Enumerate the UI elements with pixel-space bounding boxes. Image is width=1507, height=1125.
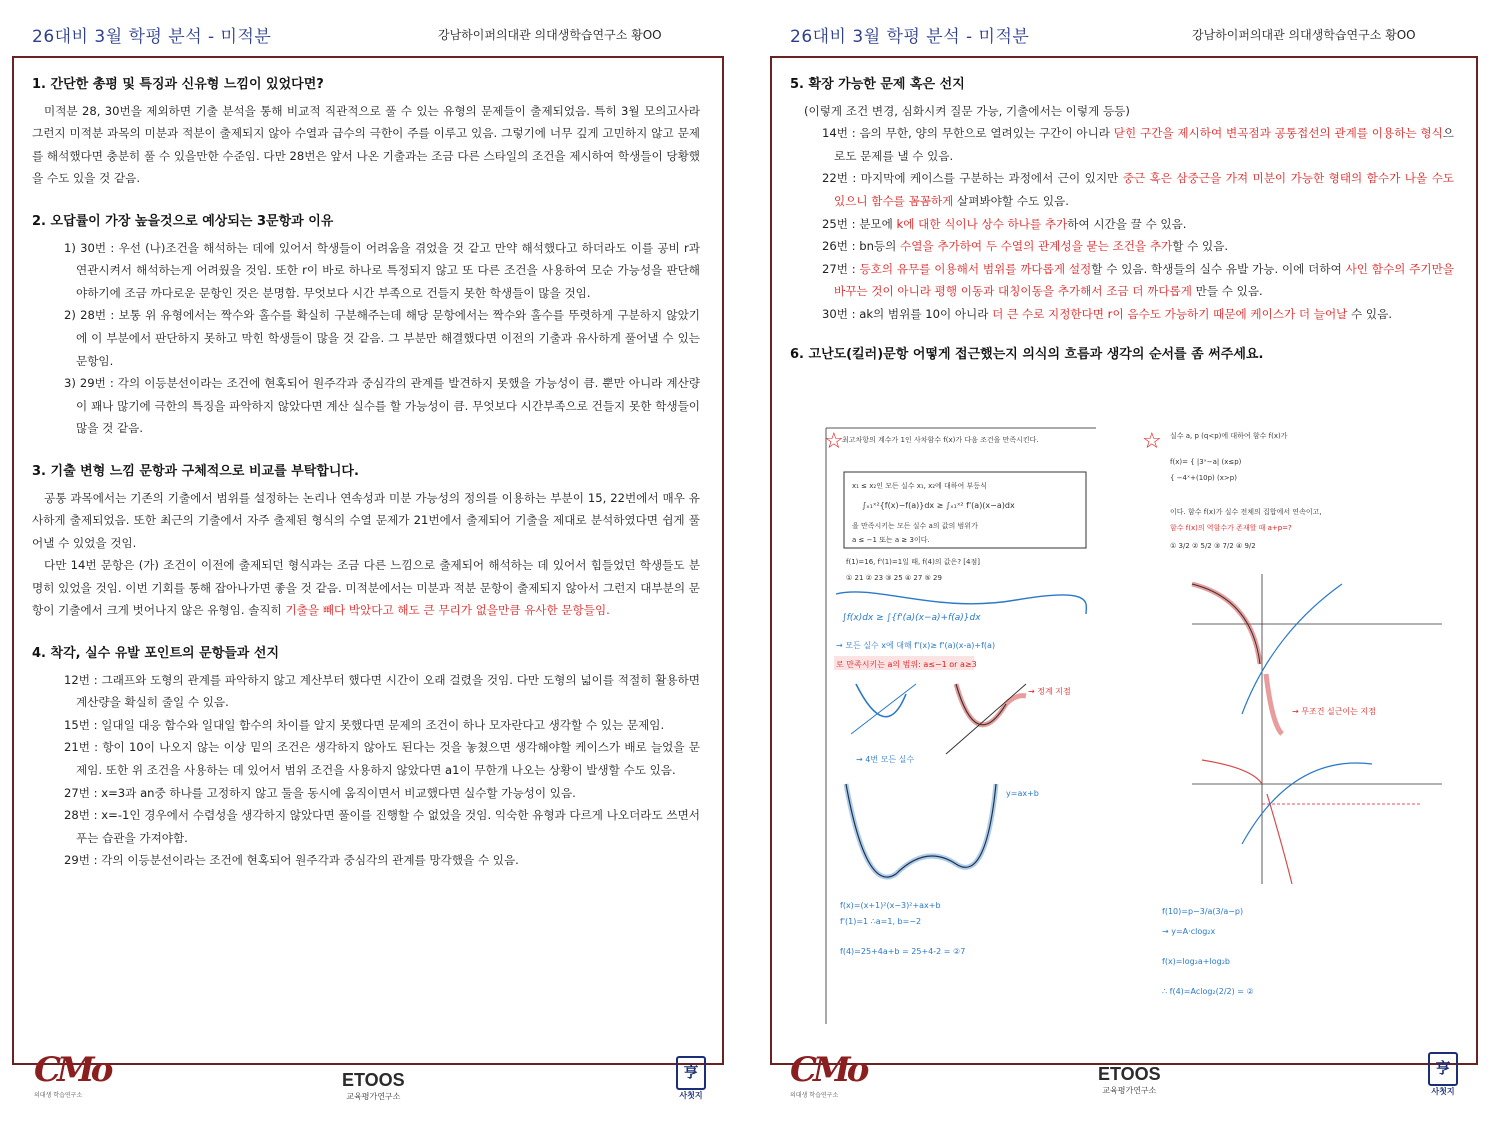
page-left — [0, 0, 740, 1125]
svg-text:로 만족시키는 a의 범위: a≤−1 or a≥3: 로 만족시키는 a의 범위: a≤−1 or a≥3 — [836, 660, 977, 669]
section-3-text-1: 공통 과목에서는 기존의 기출에서 범위를 설정하는 논리나 연속성과 미분 가능성의 정의를 이용하는 부분이 15, 22번에서 매우 유사하게 출제되었음. 또한 최근의 기출에서 자주 출제된 형식의 수열 문제가 21번에서 출제되어 기출을 제대로 분석하였다면 쉽게 풀어낼 수 있었을 것임. — [32, 490, 700, 550]
author-label: 강남하이퍼의대관 의대생학습연구소 황OO — [438, 28, 662, 42]
page-title: 26대비 3월 학평 분석 - 미적분 — [790, 27, 1030, 47]
svg-text:함수 f(x)의 역함수가 존재할 때 a+p=?: 함수 f(x)의 역함수가 존재할 때 a+p=? — [1170, 524, 1292, 532]
answer-left: f(4)=25+4a+b = 25+4-2 = ②7 — [840, 947, 966, 956]
section-4-heading: 4. 착각, 실수 유발 포인트의 문항들과 선지 — [32, 646, 280, 662]
section-4-item: 28번 : x=-1인 경우에서 수렴성을 생각하지 않았다면 풀이를 진행할 수 없었을 것임. 익숙한 유형과 다르게 나오더라도 쓰면서 푸는 습관을 가져야함. — [64, 808, 700, 845]
stamp-star: ☆ — [824, 429, 844, 454]
note-2: → 정계 지점 — [1028, 687, 1071, 696]
content-frame — [770, 56, 1478, 1065]
note-3: → 4번 모든 실수 — [856, 755, 915, 764]
problem-values: f(1)=16, f'(1)=1일 때, f(4)의 값은? [4점] — [846, 558, 980, 566]
section-4-item: 15번 : 일대일 대응 함수와 일대일 함수의 차이를 알지 못했다면 문제의 조건이 하나 모자란다고 생각할 수 있는 문제임. — [64, 717, 665, 732]
section-5-heading: 5. 확장 가능한 문제 혹은 선지 — [790, 77, 965, 92]
svg-text:f'(1)=1 ∴a=1, b=−2: f'(1)=1 ∴a=1, b=−2 — [840, 917, 922, 926]
svg-text:{ −4ˣ+(10p) (x>p): { −4ˣ+(10p) (x>p) — [1170, 474, 1237, 482]
cmo-logo: CMo 의대생 학습연구소 — [34, 1050, 110, 1099]
svg-text:f(x)=log₂a+log₂b: f(x)=log₂a+log₂b — [1162, 957, 1230, 966]
left-content — [32, 74, 700, 872]
author-label: 강남하이퍼의대관 의대생학습연구소 황OO — [1192, 28, 1416, 42]
section-3-heading: 3. 기출 변형 느낌 문항과 구체적으로 비교를 부탁합니다. — [32, 463, 359, 479]
content-frame — [12, 56, 724, 1065]
right-content — [790, 74, 1454, 369]
section-5-intro: (이렇게 조건 변경, 심화시켜 질문 가능, 기출에서는 이렇게 등등) — [804, 103, 1130, 118]
stamp-star: ☆ — [1142, 429, 1162, 454]
section-2-heading: 2. 오답률이 가장 높을것으로 예상되는 3문항과 이유 — [32, 213, 334, 229]
etoos-logo: ETOOS 교육평가연구소 — [342, 1070, 405, 1101]
section-2-item-1: 1) 30번 : 우선 (나)조건을 해석하는 데에 있어서 학생들이 어려움을 겪었을 것 같고 만약 해석했다고 하더라도 이를 공비 r과 연관시켜서 해석하는게 어려웠을 것임. 또한 r이 바로 하나로 특정되지 않고 또 다른 조건을 사용하여 모순 가능성을 판단해야하기에 조금 까다로운 문항인 것은 분명함. 무엇보다 시간 부족으로 건들지 못한 학생들이 많을 것임. — [64, 240, 700, 300]
highlight-text: 기출을 빼다 박았다고 해도 큰 무리가 없을만큼 유사한 문항들임. — [285, 603, 610, 618]
svg-text:a ≤ −1 또는 a ≥ 3이다.: a ≤ −1 또는 a ≥ 3이다. — [852, 536, 930, 544]
section-4-item: 12번 : 그래프와 도형의 관계를 파악하지 않고 계산부터 했다면 시간이 오래 걸렸을 것임. 다만 도형의 넓이를 적절히 활용하면 계산량을 확실히 줄일 수 있음. — [64, 672, 700, 710]
section-6-heading: 6. 고난도(킬러)문항 어떻게 접근했는지 의식의 흐름과 생각의 순서를 좀 써주세요. — [790, 346, 1264, 362]
section-4-item: 21번 : 항이 10이 나오지 않는 이상 밑의 조건은 생각하지 않아도 된다는 것을 놓쳤으면 생각해야할 케이스가 배로 늘었을 문제임. 또한 위 조건을 사용하는 데 있어서 범위 조건을 사용하지 않았다면 a1이 무한개 나오는 상황이 발생할 수도 있음. — [64, 740, 700, 778]
svg-text:∫f(x)dx ≥ ∫{f'(a)(x−a)+f(a)}dx: ∫f(x)dx ≥ ∫{f'(a)(x−a)+f(a)}dx — [842, 613, 981, 623]
svg-text:을 만족시키는 모든 실수 a의 값의 범위가: 을 만족시키는 모든 실수 a의 값의 범위가 — [852, 522, 978, 530]
section-5-item-22: 22번 : 마지막에 케이스를 구분하는 과정에서 근이 있지만 중근 혹은 삼중근을 가져 미분이 가능한 형태의 함수가 나올 수도 있으니 함수를 꼼꼼하게 살펴봐야할 수도 있음. — [822, 171, 1454, 208]
section-5-item-26: 26번 : bn등의 수열을 추가하여 두 수열의 관계성을 묻는 조건을 추가할 수 있음. — [822, 239, 1229, 254]
etoos-logo: ETOOS 교육평가연구소 — [1098, 1064, 1161, 1095]
svg-text:y=ax+b: y=ax+b — [1006, 789, 1039, 798]
problem-text: 최고차항의 계수가 1인 사차함수 f(x)가 다음 조건을 만족시킨다. — [842, 436, 1039, 444]
solution-figure-left — [816, 424, 1106, 1034]
section-2-item-2: 2) 28번 : 보통 위 유형에서는 짝수와 홀수를 확실히 구분해주는데 해당 문항에서는 짝수와 홀수를 뚜렷하게 구분하지 않았기에 이 부분에서 판단하지 못하고 막힌 학생들이 많을 것 같음. 그 부분만 해결했다면 이전의 기출과 유사하게 풀어낼 수 있는 문항임. — [64, 308, 700, 368]
sj-logo: 亨 사첫지 — [1428, 1052, 1458, 1097]
svg-text:∫ₓ₁ˣ²{f(x)−f(a)}dx ≥ ∫ₓ₁ˣ² f'(: ∫ₓ₁ˣ²{f(x)−f(a)}dx ≥ ∫ₓ₁ˣ² f'(a)(x−a)dx — [862, 501, 1015, 510]
svg-text:f(x)=(x+1)²(x−3)²+ax+b: f(x)=(x+1)²(x−3)²+ax+b — [840, 901, 941, 910]
note-1: → 모든 실수 x에 대해 f'(x)≥ f'(a)(x-a)+f(a) — [836, 641, 996, 650]
section-4-item: 29번 : 각의 이등분선이라는 조건에 현혹되어 원주각과 중심각의 관계를 망각했을 수 있음. — [64, 853, 519, 868]
section-3-text-2: 다만 14번 문항은 (가) 조건이 이전에 출제되던 형식과는 조금 다른 느낌으로 출제되어 해석하는 데 있어서 힘들었던 학생들도 분명히 있었을 것임. 이번 기회를 통해 잡아나가면 좋을 것 같음. 미적분에서는 미분과 적분 문항이 출제되지 않아서 그런지 대부분의 문항이 기출에서 크게 벗어나지 않은 유형임. 솔직히 기출을 빼다 박았다고 해도 큰 무리가 없을만큼 유사한 문항들임. — [32, 558, 700, 618]
section-5-item-25: 25번 : 분모에 k에 대한 식이나 상수 하나를 추가하여 시간을 끌 수 있음. — [822, 216, 1187, 231]
svg-text:x₁ ≤ x₂인 모든 실수 x₁, x₂에 대하여 부등식: x₁ ≤ x₂인 모든 실수 x₁, x₂에 대하여 부등식 — [852, 482, 987, 490]
right-note-1: → 무조건 실근이는 지점 — [1292, 707, 1376, 716]
answer-right: ∴ f(4)=Aclog₂(2/2) = ② — [1162, 987, 1254, 996]
svg-text:실수 a, p (q<p)에 대하여 함수 f(x)가: 실수 a, p (q<p)에 대하여 함수 f(x)가 — [1170, 432, 1288, 440]
page-title: 26대비 3월 학평 분석 - 미적분 — [32, 27, 272, 47]
solution-figure-right — [1142, 424, 1452, 1034]
section-2-item-3: 3) 29번 : 각의 이등분선이라는 조건에 현혹되어 원주각과 중심각의 관계를 발견하지 못했을 가능성이 큼. 뿐만 아니라 계산량이 꽤나 많기에 극한의 특징을 파악하지 않았다면 계산 실수를 할 가능성이 큼. 무엇보다 시간부족으로 건들지 못한 학생들이 많을 것 같음. — [64, 376, 700, 436]
sj-logo: 亨 사첫지 — [676, 1056, 706, 1101]
svg-text:f(10)=p−3/a(3/a−p): f(10)=p−3/a(3/a−p) — [1162, 907, 1244, 916]
page-right — [760, 0, 1500, 1125]
cmo-logo: CMo 의대생 학습연구소 — [790, 1050, 866, 1099]
section-1-heading: 1. 간단한 총평 및 특징과 신유형 느낌이 있었다면? — [32, 77, 324, 92]
answer-choices: ① 21 ② 23 ③ 25 ④ 27 ⑤ 29 — [846, 574, 942, 582]
svg-text:→ y=A·clog₂x: → y=A·clog₂x — [1162, 927, 1216, 936]
svg-text:① 3/2 ② 5/2 ③ 7/2 ④ 9/2: ① 3/2 ② 5/2 ③ 7/2 ④ 9/2 — [1170, 542, 1256, 550]
section-5-item-30: 30번 : ak의 범위를 10이 아니라 더 큰 수로 지정한다면 r이 음수도 가능하기 때문에 케이스가 더 늘어날 수 있음. — [822, 306, 1393, 321]
svg-text:f(x)= { |3ˣ−a| (x≤p): f(x)= { |3ˣ−a| (x≤p) — [1170, 458, 1242, 466]
svg-text:이다. 함수 f(x)가 실수 전체의 집합에서 연속이고,: 이다. 함수 f(x)가 실수 전체의 집합에서 연속이고, — [1170, 508, 1322, 516]
section-5-item-14: 14번 : 음의 무한, 양의 무한으로 열려있는 구간이 아니라 닫힌 구간을 제시하여 변곡점과 공통접선의 관계를 이용하는 형식으로도 문제를 낼 수 있음. — [822, 126, 1454, 163]
section-1-text: 미적분 28, 30번을 제외하면 기출 분석을 통해 비교적 직관적으로 풀 수 있는 유형의 문제들이 출제되었음. 특히 3월 모의고사라 그런지 미적분 과목의 미분과 적분이 출제되지 않아 수열과 급수의 극한이 주를 이루고 있음. 그렇기에 너무 깊게 고민하지 않고 문제를 해석했다면 충분히 풀 수 있을만한 수준임. 다만 28번은 앞서 나온 기출과는 조금 다른 스타일의 조건을 제시하여 학생들이 당황했을 수도 있을 것 같음. — [32, 103, 700, 186]
section-5-item-27: 27번 : 등호의 유무를 이용해서 범위를 까다롭게 설정할 수 있음. 학생들의 실수 유발 가능. 이에 더하여 사인 함수의 주기만을 바꾸는 것이 아니라 평행 이동과 대칭이동을 추가해서 조금 더 까다롭게 만들 수 있음. — [822, 261, 1454, 299]
section-4-item: 27번 : x=3과 an중 하나를 고정하지 않고 둘을 동시에 움직이면서 비교했다면 실수할 가능성이 있음. — [64, 785, 576, 800]
